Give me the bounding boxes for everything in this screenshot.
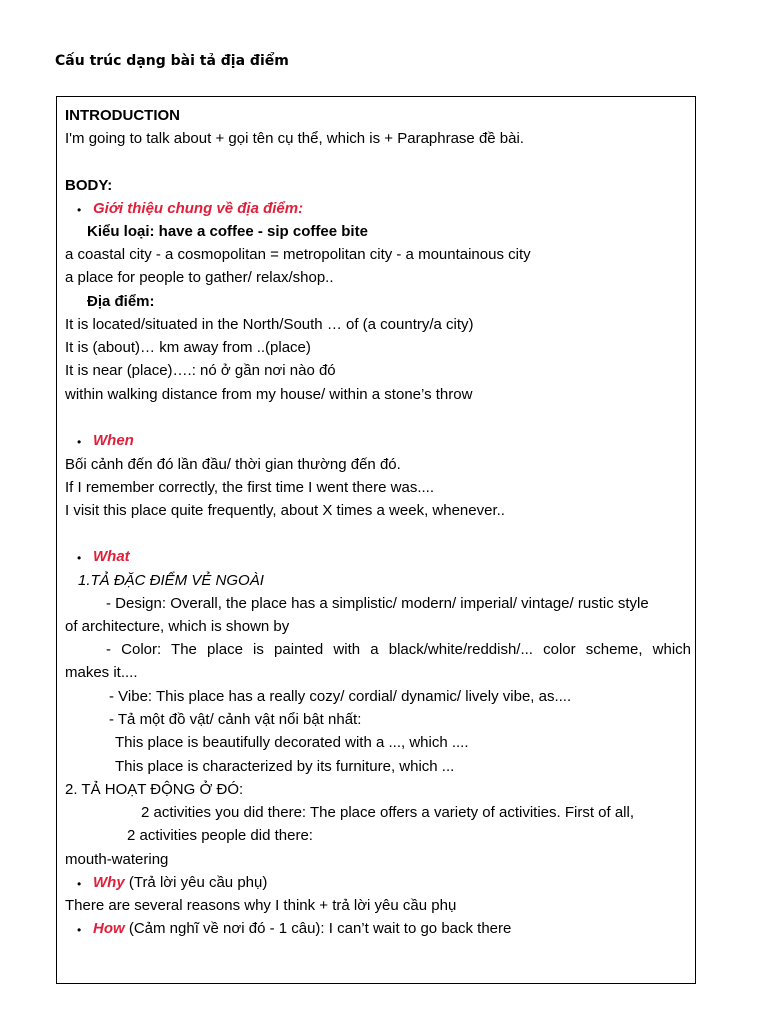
decor-line-1: This place is beautifully decorated with a ..., which .... <box>115 734 469 751</box>
bullet-icon: • <box>77 551 82 565</box>
what-bullet: What <box>93 548 130 565</box>
when-bullet: When <box>93 432 134 449</box>
why-rest: (Trả lời yêu cầu phụ) <box>124 874 268 891</box>
intro-heading: INTRODUCTION <box>65 107 180 124</box>
bullet-icon: • <box>77 435 82 449</box>
type-heading: Kiểu loại: have a coffee - sip coffee bite <box>87 223 368 240</box>
when-line-2: If I remember correctly, the first time I went there was.... <box>65 479 434 496</box>
bullet-icon: • <box>77 877 82 891</box>
activity-line-1: 2 activities you did there: The place offers a variety of activities. First of all, <box>141 804 635 821</box>
how-bullet: How <box>93 920 125 937</box>
when-line-3: I visit this place quite frequently, about X times a week, whenever.. <box>65 502 505 519</box>
type-line-1: a coastal city - a cosmopolitan = metropolitan city - a mountainous city <box>65 246 531 263</box>
color-line-1-text: - Color: The place is painted with a black/white/reddish/... color scheme, which <box>106 641 691 658</box>
activity-line-2: 2 activities people did there: <box>127 827 313 844</box>
vibe-line: - Vibe: This place has a really cozy/ cordial/ dynamic/ lively vibe, as.... <box>109 688 572 705</box>
why-bullet: Why <box>93 874 125 891</box>
location-line-3: It is near (place)….: nó ở gần nơi nào đó <box>65 362 336 379</box>
activity-line-3: mouth-watering <box>65 851 169 868</box>
location-line-4: within walking distance from my house/ within a stone’s throw <box>65 386 473 403</box>
body-heading: BODY: <box>65 177 113 194</box>
general-bullet: Giới thiệu chung về địa điểm: <box>93 200 304 217</box>
location-line-1: It is located/situated in the North/South … of (a country/a city) <box>65 316 474 333</box>
how-rest: (Cảm nghĩ về nơi đó - 1 câu): I can’t wait to go back there <box>124 920 512 937</box>
content-box <box>56 96 696 984</box>
document-title: Cấu trúc dạng bài tả địa điểm <box>55 53 289 69</box>
design-line-2: of architecture, which is shown by <box>65 618 290 635</box>
what-subheading-2: 2. TẢ HOẠT ĐỘNG Ở ĐÓ: <box>65 781 244 798</box>
bullet-icon: • <box>77 923 82 937</box>
why-line-head <box>93 874 267 892</box>
location-line-2: It is (about)… km away from ..(place) <box>65 339 311 356</box>
why-line: There are several reasons why I think + trả lời yêu cầu phụ <box>65 897 457 914</box>
item-line: - Tả một đồ vật/ cảnh vật nổi bật nhất: <box>109 711 362 728</box>
color-line-2: makes it.... <box>65 664 138 681</box>
when-line-1: Bối cảnh đến đó lần đầu/ thời gian thường đến đó. <box>65 456 401 473</box>
design-line-1: - Design: Overall, the place has a simplistic/ modern/ imperial/ vintage/ rustic style <box>106 595 649 612</box>
intro-line: I'm going to talk about + gọi tên cụ thể, which is + Paraphrase đề bài. <box>65 130 524 147</box>
location-heading: Địa điểm: <box>87 293 155 310</box>
type-line-2: a place for people to gather/ relax/shop.. <box>65 269 334 286</box>
color-line-1 <box>65 641 691 659</box>
how-line <box>93 920 511 938</box>
what-subheading-1: 1.TẢ ĐẶC ĐIỂM VẺ NGOÀI <box>78 572 264 589</box>
decor-line-2: This place is characterized by its furniture, which ... <box>115 758 455 775</box>
bullet-icon: • <box>77 203 82 217</box>
